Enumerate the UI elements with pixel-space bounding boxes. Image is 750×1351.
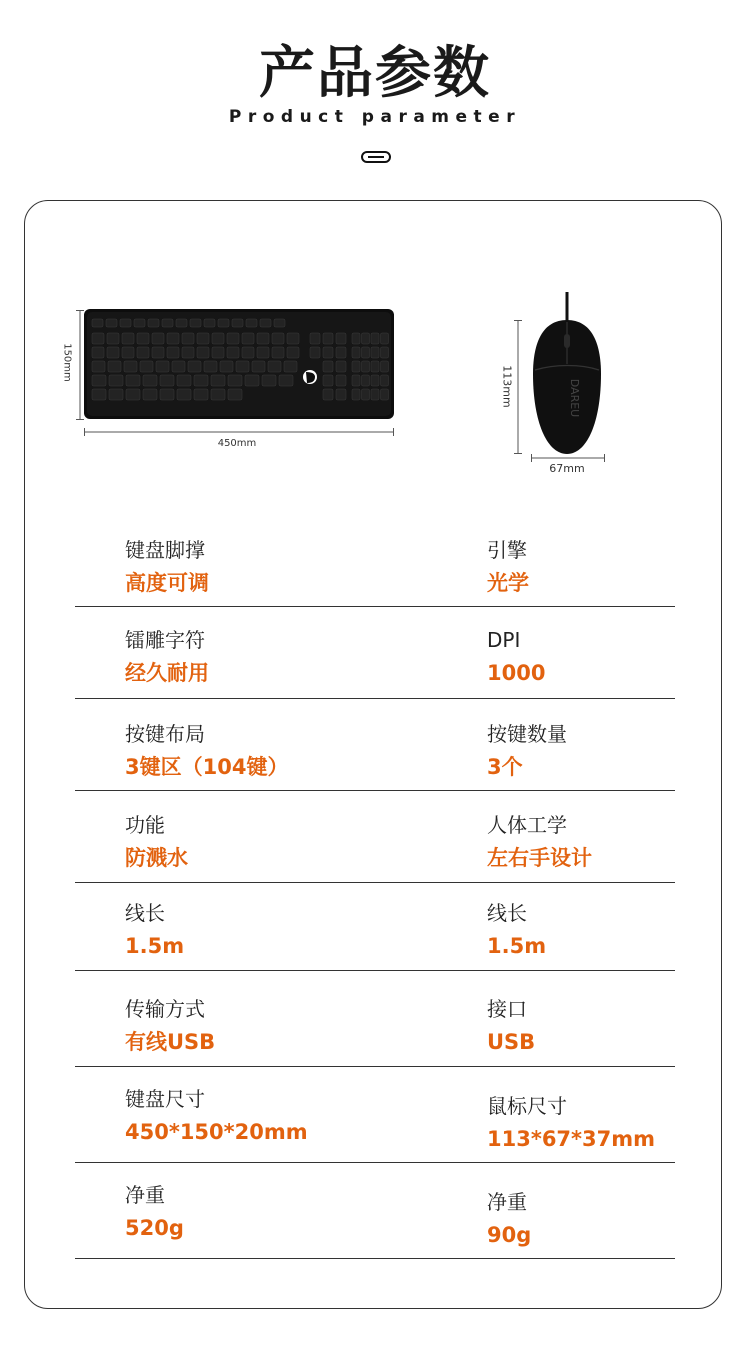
spec-right-label: 线长	[487, 901, 527, 925]
keycap	[190, 319, 201, 327]
keycap	[126, 389, 140, 400]
keycap	[194, 389, 208, 400]
keycap	[362, 389, 370, 400]
keycap	[220, 361, 233, 372]
spec-right-value: 113*67*37mm	[487, 1127, 656, 1151]
row-divider	[75, 882, 675, 883]
spec-right-label: 按键数量	[487, 722, 567, 746]
keycap	[371, 389, 379, 400]
keycap	[323, 389, 333, 400]
spec-left-value: 1.5m	[125, 934, 185, 958]
keycap	[242, 347, 254, 358]
keyboard-height-line	[76, 310, 84, 420]
keycap	[134, 319, 145, 327]
keycap	[362, 361, 370, 372]
keycap	[167, 347, 179, 358]
keycap	[268, 361, 281, 372]
keyboard-height-label: 150mm	[61, 343, 73, 382]
keyboard-image	[84, 309, 394, 419]
keycap	[137, 333, 149, 344]
spec-right-value: 3个	[487, 755, 523, 779]
keycap	[257, 347, 269, 358]
keycap	[323, 333, 333, 344]
spec-left-value: 3键区（104键）	[125, 755, 289, 779]
row-divider	[75, 1066, 675, 1067]
mouse-brand-label: DAREU	[568, 378, 581, 418]
keycap	[381, 361, 389, 372]
keycap	[352, 347, 360, 358]
keycap	[92, 361, 105, 372]
mouse-width-label: 67mm	[549, 462, 585, 475]
spec-left-value: 经久耐用	[125, 661, 209, 685]
keycap	[156, 361, 169, 372]
keycap	[143, 375, 157, 386]
keycap	[262, 375, 276, 386]
keycap	[242, 333, 254, 344]
spec-right-label: 人体工学	[487, 813, 567, 837]
keycap	[287, 347, 299, 358]
keycap	[362, 347, 370, 358]
keycap	[143, 389, 157, 400]
keycap	[120, 319, 131, 327]
spec-right-value: 光学	[487, 571, 529, 595]
keycap	[137, 347, 149, 358]
keycap	[352, 361, 360, 372]
spec-left-value: 防溅水	[125, 846, 188, 870]
keycap	[287, 333, 299, 344]
spec-left-label: 键盘脚撑	[125, 538, 205, 562]
page-title: 产品参数	[259, 41, 491, 106]
spec-left-label: 传输方式	[125, 997, 205, 1021]
keycap	[371, 375, 379, 386]
row-divider	[75, 606, 675, 607]
page-subtitle: Product parameter	[228, 107, 522, 127]
keycap	[212, 333, 224, 344]
spec-right-value: 左右手设计	[487, 846, 592, 870]
keycap	[92, 333, 104, 344]
keycap	[167, 333, 179, 344]
keycap	[352, 375, 360, 386]
keycap	[362, 333, 370, 344]
spec-right-label: 净重	[487, 1190, 527, 1214]
keycap	[352, 389, 360, 400]
keycap	[279, 375, 293, 386]
keycap	[381, 389, 389, 400]
keycap	[197, 347, 209, 358]
keyboard-width-label: 450mm	[217, 438, 257, 449]
spec-left-value: 有线USB	[125, 1030, 216, 1054]
spec-right-value: 1000	[487, 661, 546, 685]
keycap	[182, 347, 194, 358]
spec-right-value: USB	[487, 1030, 536, 1054]
spec-right-value: 90g	[487, 1223, 532, 1247]
keycap	[228, 389, 242, 400]
keycap	[204, 361, 217, 372]
keycap	[352, 333, 360, 344]
keycap	[107, 347, 119, 358]
keycap	[92, 389, 106, 400]
spec-left-value: 450*150*20mm	[125, 1120, 308, 1144]
keycap	[152, 347, 164, 358]
keycap	[274, 319, 285, 327]
keycap	[188, 361, 201, 372]
keycap	[194, 375, 208, 386]
mouse-height-line	[514, 320, 522, 454]
keycap	[160, 389, 174, 400]
keycap	[336, 333, 346, 344]
keycap	[236, 361, 249, 372]
keycap	[362, 375, 370, 386]
keycap	[260, 319, 271, 327]
keycap	[106, 319, 117, 327]
keycap	[381, 375, 389, 386]
row-divider	[75, 790, 675, 791]
keycap	[109, 389, 123, 400]
spec-right-label: 接口	[487, 997, 527, 1021]
keycap	[310, 347, 320, 358]
keycap	[371, 361, 379, 372]
keycap	[126, 375, 140, 386]
keycap	[310, 333, 320, 344]
spec-right-label: 鼠标尺寸	[487, 1094, 567, 1118]
keycap	[211, 389, 225, 400]
keycap	[160, 375, 174, 386]
spec-left-label: 线长	[125, 901, 165, 925]
keycap	[257, 333, 269, 344]
keycap	[152, 333, 164, 344]
keycap	[204, 319, 215, 327]
keycap	[246, 319, 257, 327]
keycap	[182, 333, 194, 344]
keycap	[92, 375, 106, 386]
spec-left-value: 高度可调	[125, 571, 209, 595]
spec-left-label: 功能	[125, 813, 165, 837]
keycap	[177, 375, 191, 386]
keycap	[176, 319, 187, 327]
keycap	[122, 347, 134, 358]
keycap	[371, 347, 379, 358]
spec-right-label: 引擎	[487, 538, 527, 562]
row-divider	[75, 1258, 675, 1259]
keyboard-width-line	[84, 428, 394, 436]
keycap	[336, 375, 346, 386]
keycap	[245, 375, 259, 386]
keycap	[227, 347, 239, 358]
keycap	[172, 361, 185, 372]
keycap	[122, 333, 134, 344]
keycap	[284, 361, 297, 372]
keycap	[371, 333, 379, 344]
mouse-height-label: 113mm	[500, 365, 514, 408]
divider-pill-icon	[361, 151, 391, 163]
keycap	[197, 333, 209, 344]
spec-left-label: 净重	[125, 1183, 165, 1207]
spec-right-value: 1.5m	[487, 934, 547, 958]
keycap	[92, 319, 103, 327]
keycap	[272, 347, 284, 358]
spec-right-label: DPI	[487, 628, 521, 652]
row-divider	[75, 1162, 675, 1163]
keycap	[109, 375, 123, 386]
keycap	[272, 333, 284, 344]
keycap	[323, 361, 333, 372]
keycap	[228, 375, 242, 386]
keycap	[323, 375, 333, 386]
keycap	[211, 375, 225, 386]
spec-left-label: 键盘尺寸	[125, 1087, 205, 1111]
keycap	[381, 333, 389, 344]
keycap	[227, 333, 239, 344]
keycap	[177, 389, 191, 400]
keycap	[212, 347, 224, 358]
spec-left-value: 520g	[125, 1216, 184, 1240]
keycap	[107, 333, 119, 344]
keycap	[140, 361, 153, 372]
keycap	[232, 319, 243, 327]
keycap	[336, 347, 346, 358]
keycap	[252, 361, 265, 372]
mouse-width-line	[531, 454, 605, 462]
keycap	[108, 361, 121, 372]
keycap	[336, 361, 346, 372]
keycap	[336, 389, 346, 400]
keycap	[92, 347, 104, 358]
keycap	[323, 347, 333, 358]
mouse-image	[525, 292, 615, 462]
keycap	[124, 361, 137, 372]
keycap	[162, 319, 173, 327]
keycap	[148, 319, 159, 327]
row-divider	[75, 698, 675, 699]
keycap	[381, 347, 389, 358]
keycap	[218, 319, 229, 327]
spec-left-label: 按键布局	[125, 722, 205, 746]
row-divider	[75, 970, 675, 971]
spec-left-label: 镭雕字符	[125, 628, 205, 652]
